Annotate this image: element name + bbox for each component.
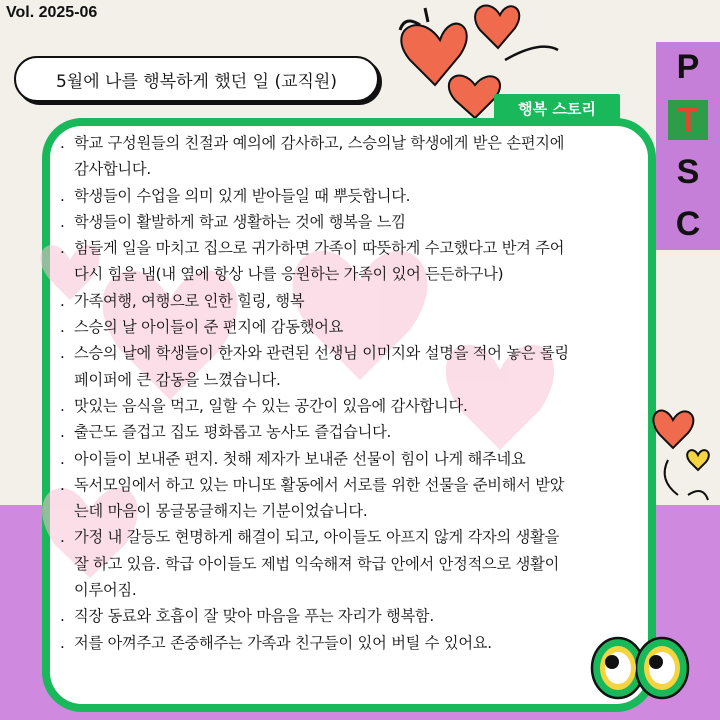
story-list-item — [60, 603, 640, 629]
story-line: 맛있는 음식을 먹고, 일할 수 있는 공간이 있음에 감사합니다. — [74, 396, 468, 415]
ptsc-letter-c: C — [675, 204, 701, 243]
list-bullet: . — [60, 396, 65, 415]
googly-eyes-icon — [588, 632, 692, 702]
list-bullet: . — [60, 186, 65, 205]
story-line: 출근도 즐겁고 집도 평화롭고 농사도 즐겁습니다. — [74, 423, 392, 442]
ptsc-letter-p: P — [676, 48, 700, 87]
story-line: 가족여행, 여행으로 인한 힐링, 행복 — [74, 291, 305, 310]
story-list-item — [60, 524, 640, 603]
list-bullet: . — [60, 475, 65, 494]
page-title-text: 5월에 나를 행복하게 했던 일 (교직원) — [55, 71, 337, 92]
ptsc-logo — [656, 42, 720, 250]
story-line: 이루어짐. — [74, 581, 137, 600]
story-list-item — [60, 340, 640, 393]
list-bullet: . — [60, 633, 65, 652]
story-line: 학생들이 활발하게 학교 생활하는 것에 행복을 느낌 — [74, 212, 406, 231]
volume-label: Vol. 2025-06 — [6, 4, 98, 21]
story-list-item — [60, 183, 640, 209]
story-line: 잘 하고 있음. 학급 아이들도 제법 익숙해져 학급 안에서 안정적으로 생활이 — [74, 554, 560, 573]
list-bullet: . — [60, 423, 65, 442]
list-bullet: . — [60, 239, 65, 258]
story-line: 가정 내 갈등도 현명하게 해결이 되고, 아이들도 아프지 않게 각자의 생활을 — [74, 528, 560, 547]
list-bullet: . — [60, 528, 65, 547]
story-line: 학생들이 수업을 의미 있게 받아들일 때 뿌듯합니다. — [74, 186, 411, 205]
story-line: 페이퍼에 큰 감동을 느꼈습니다. — [74, 370, 281, 389]
story-list-item — [60, 209, 640, 235]
story-line: 독서모임에서 하고 있는 마니또 활동에서 서로를 위한 선물을 준비해서 받았 — [74, 475, 565, 494]
ptsc-letter-s: S — [676, 152, 700, 191]
list-bullet: . — [60, 318, 65, 337]
story-line: 직장 동료와 호흡이 잘 맞아 마음을 푸는 자리가 행복함. — [74, 607, 435, 626]
story-list-item — [60, 314, 640, 340]
list-bullet: . — [60, 134, 65, 152]
story-list-item — [60, 235, 640, 288]
story-list-item — [60, 130, 640, 183]
story-line: 스승의 날 아이들이 준 편지에 감동했어요 — [74, 318, 344, 337]
story-list-item — [60, 393, 640, 419]
list-bullet: . — [60, 344, 65, 363]
story-line: 스승의 날에 학생들이 한자와 관련된 선생님 이미지와 설명을 적어 놓은 롤링 — [74, 344, 569, 363]
story-line: 는데 마음이 몽글몽글해지는 기분이었습니다. — [74, 502, 368, 521]
story-list-item — [60, 288, 640, 314]
happy-story-tag: 행복 스토리 — [494, 94, 620, 122]
story-line: 학교 구성원들의 친절과 예의에 감사하고, 스승의날 학생에게 받은 손편지에 — [74, 134, 565, 152]
story-line: 감사합니다. — [74, 160, 151, 179]
story-line: 아이들이 보내준 편지. 첫해 제자가 보내준 선물이 힘이 나게 해주네요 — [74, 449, 526, 468]
story-line: 힘들게 일을 마치고 집으로 귀가하면 가족이 따뜻하게 수고했다고 반겨 주어 — [74, 239, 565, 258]
story-list-item — [60, 419, 640, 445]
ptsc-letter-t: T — [668, 100, 708, 140]
page-title — [14, 56, 379, 102]
doodle-hearts-icon — [648, 400, 720, 510]
story-line: 저를 아껴주고 존중해주는 가족과 친구들이 있어 버틸 수 있어요. — [74, 633, 492, 652]
story-list-item — [60, 446, 640, 472]
story-list-item — [60, 630, 640, 656]
list-bullet: . — [60, 212, 65, 231]
list-bullet: . — [60, 449, 65, 468]
list-bullet: . — [60, 607, 65, 626]
story-list — [60, 130, 640, 656]
story-list-item — [60, 472, 640, 525]
story-line: 다시 힘을 냄(내 옆에 항상 나를 응원하는 가족이 있어 든든하구나) — [74, 265, 504, 284]
list-bullet: . — [60, 291, 65, 310]
